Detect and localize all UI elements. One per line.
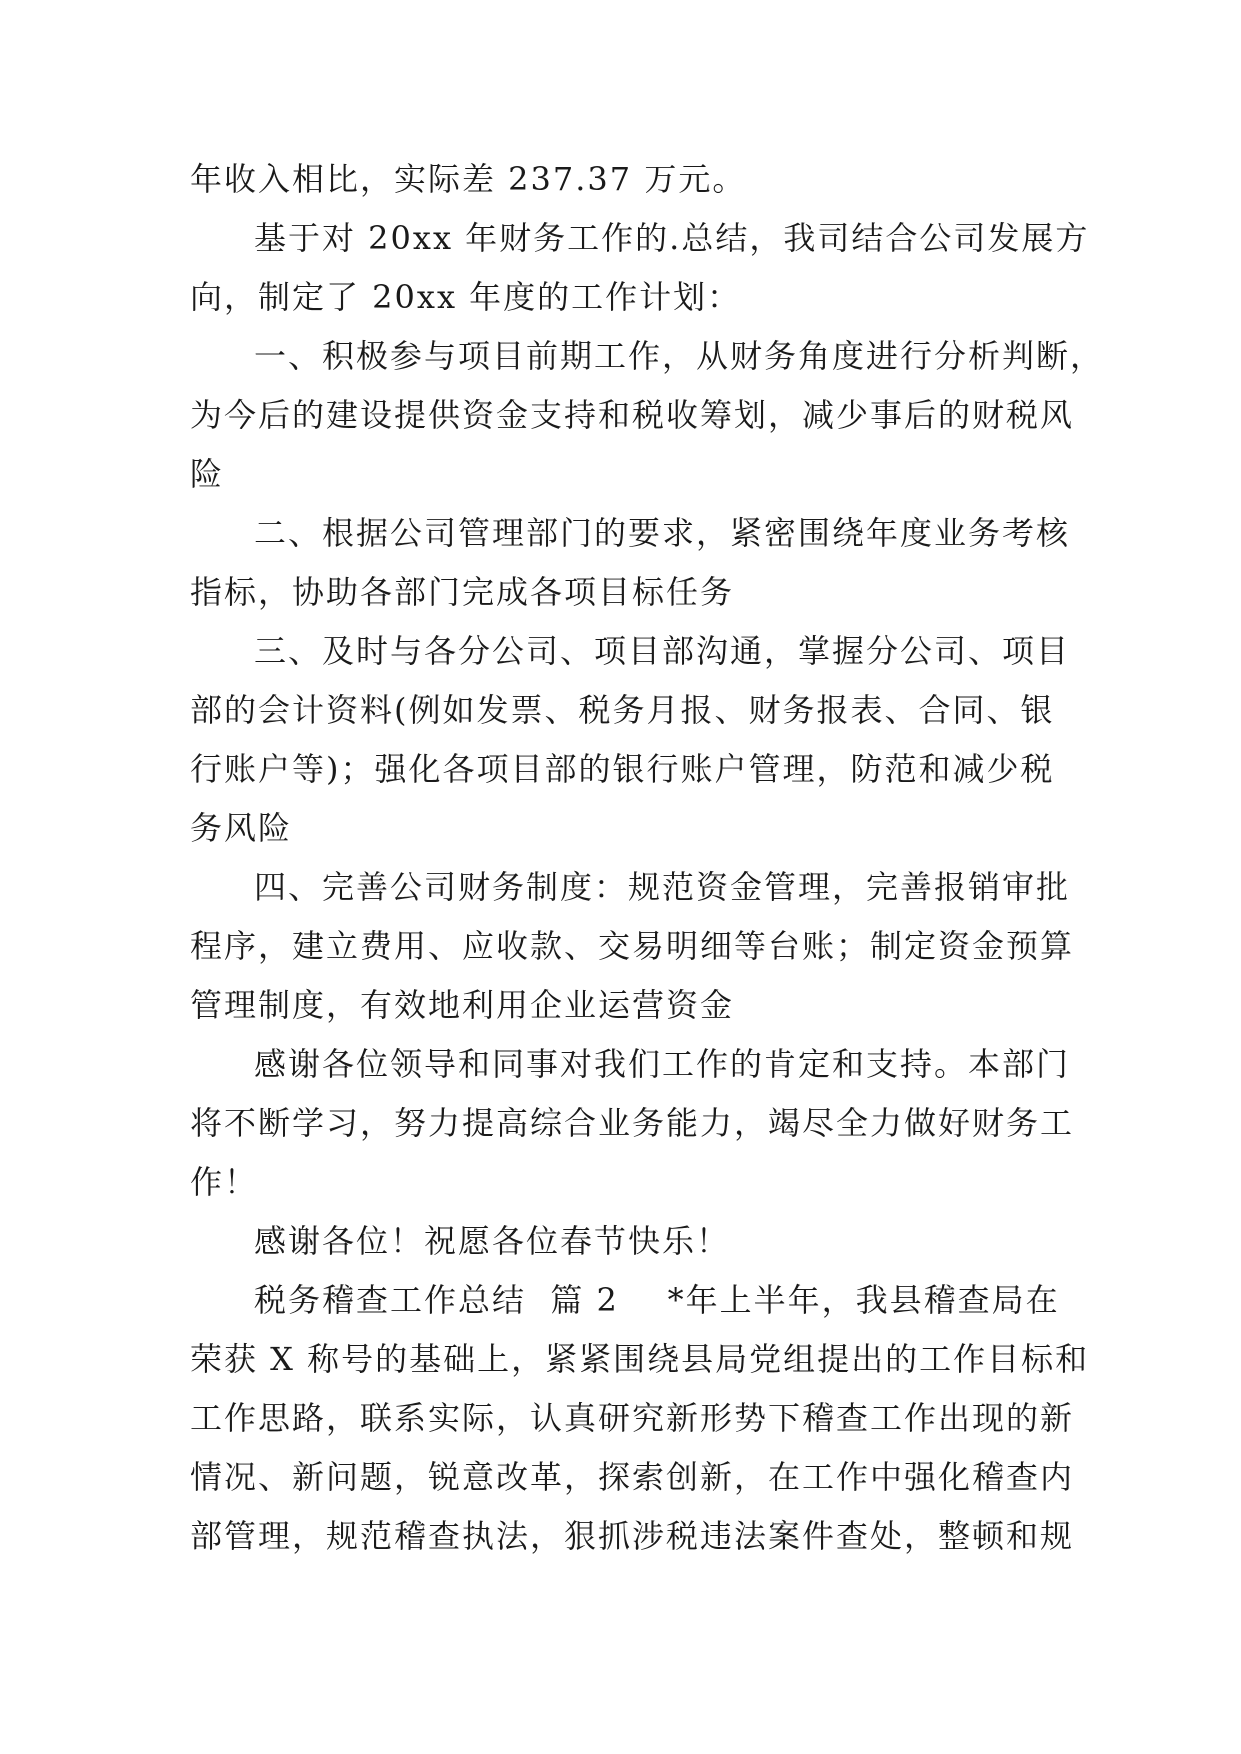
text-line: 基于对 20xx 年财务工作的.总结，我司结合公司发展方 xyxy=(254,219,1090,257)
text-line: 指标，协助各部门完成各项目标任务 xyxy=(190,573,735,611)
text-line: 行账户等)；强化各项目部的银行账户管理，防范和减少税 xyxy=(190,750,1055,788)
paragraph-thanks xyxy=(190,1035,1075,1212)
text-line: 部的会计资料(例如发票、税务月报、财务报表、合同、银 xyxy=(190,691,1055,729)
text-line: 感谢各位领导和同事对我们工作的肯定和支持。本部门 xyxy=(254,1045,1071,1083)
paragraph-item-4 xyxy=(190,858,1075,1035)
text-line: 工作思路，联系实际，认真研究新形势下稽查工作出现的新 xyxy=(190,1399,1075,1437)
text-line: 务风险 xyxy=(190,809,293,847)
paragraph-summary-2 xyxy=(190,1271,1090,1566)
text-line: 管理制度，有效地利用企业运营资金 xyxy=(190,986,735,1024)
text-line: 二、根据公司管理部门的要求，紧密围绕年度业务考核 xyxy=(254,514,1071,552)
text-line: 税务稽查工作总结 篇 2 *年上半年，我县稽查局在 xyxy=(254,1281,1060,1319)
text-line: 一、积极参与项目前期工作，从财务角度进行分析判断， xyxy=(254,337,1105,375)
text-line: 险 xyxy=(190,455,225,493)
text-line: 部管理，规范稽查执法，狠抓涉税违法案件查处，整顿和规 xyxy=(190,1517,1075,1555)
text-line: 为今后的建设提供资金支持和税收筹划，减少事后的财税风 xyxy=(190,396,1075,434)
paragraph-revenue-diff xyxy=(190,150,1060,209)
paragraph-item-2 xyxy=(190,504,1071,622)
text-line: 作！ xyxy=(190,1163,259,1201)
text-line: 四、完善公司财务制度：规范资金管理，完善报销审批 xyxy=(254,868,1071,906)
text-line: 将不断学习，努力提高综合业务能力，竭尽全力做好财务工 xyxy=(190,1104,1075,1142)
text-line: 荣获 X 称号的基础上，紧紧围绕县局党组提出的工作目标和 xyxy=(190,1340,1090,1378)
paragraph-greeting xyxy=(190,1212,1060,1271)
text-line: 程序，建立费用、应收款、交易明细等台账；制定资金预算 xyxy=(190,927,1075,965)
text-line: 向，制定了 20xx 年度的工作计划： xyxy=(190,278,742,316)
text-line: 情况、新问题，锐意改革，探索创新，在工作中强化稽查内 xyxy=(190,1458,1075,1496)
paragraph-item-3 xyxy=(190,622,1071,858)
text-line: 感谢各位！祝愿各位春节快乐！ xyxy=(254,1222,731,1260)
paragraph-plan-intro xyxy=(190,209,1090,327)
text-line: 年收入相比，实际差 237.37 万元。 xyxy=(190,160,747,198)
document-page xyxy=(190,150,1105,1566)
paragraph-item-1 xyxy=(190,327,1105,504)
text-line: 三、及时与各分公司、项目部沟通，掌握分公司、项目 xyxy=(254,632,1071,670)
